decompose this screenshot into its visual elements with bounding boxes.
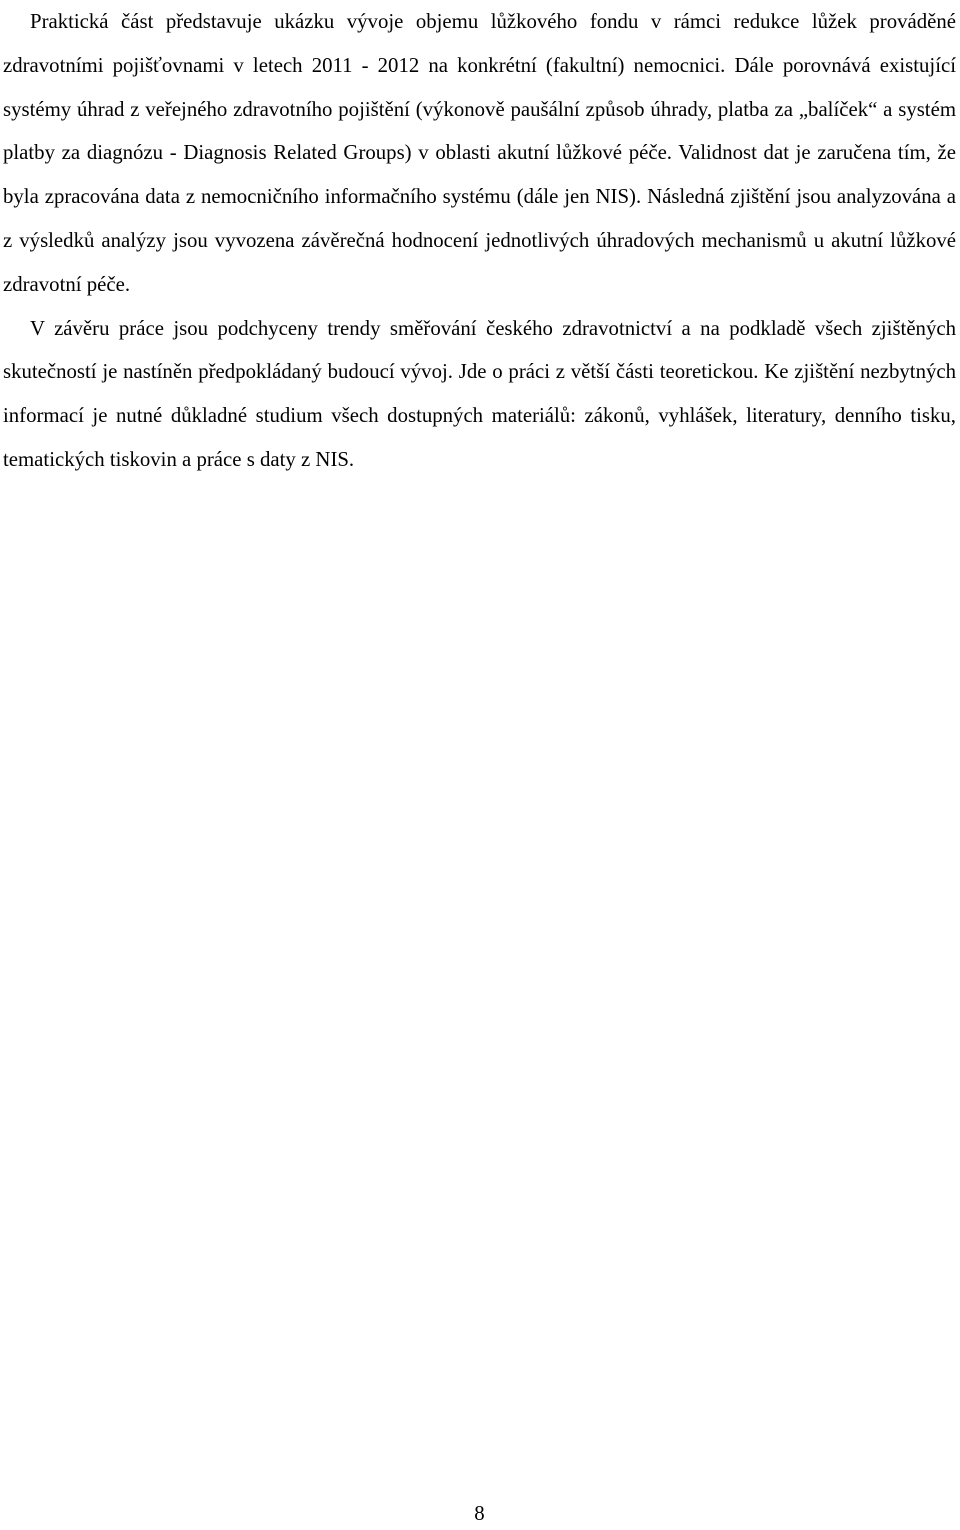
paragraph-practical-part: Praktická část představuje ukázku vývoje objemu lůžkového fondu v rámci redukce lůžek prováděné zdravotními pojišťovnami v letech 2011 - 2012 na konkrétní (fakultní) nemocnici. Dále porovnává existující systémy úhrad z veřejného zdravotního pojištění (výkonově paušální způsob úhrady, platba za „balíček“ a systém platby za diagnózu - Diagnosis Related Groups) v oblasti akutní lůžkové péče. Validnost dat je zaručena tím, že byla zpracována data z nemocničního informačního systému (dále jen NIS). Následná zjištění jsou analyzována a z výsledků analýzy jsou vyvozena závěrečná hodnocení jednotlivých úhradových mechanismů u akutní lůžkové zdravotní péče. [3,10,956,296]
body-text [3,0,956,482]
paragraph-conclusion: V závěru práce jsou podchyceny trendy směřování českého zdravotnictví a na podkladě všech zjištěných skutečností je nastíněn předpokládaný budoucí vývoj. Jde o práci z větší části teoretickou. Ke zjištění nezbytných informací je nutné důkladné studium všech dostupných materiálů: zákonů, vyhlášek, literatury, denního tisku, tematických tiskovin a práce s daty z NIS. [3,316,956,471]
document-page [3,0,956,1530]
page-number: 8 [474,1502,485,1525]
